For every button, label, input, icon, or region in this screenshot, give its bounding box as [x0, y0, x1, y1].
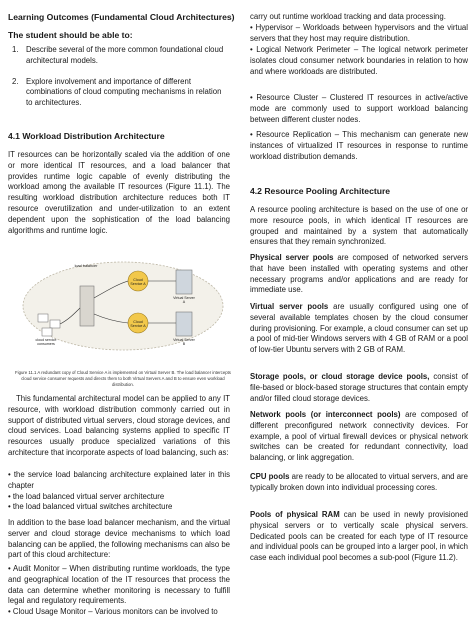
cpu-pools-term: CPU pools: [250, 472, 290, 481]
variation-item: • the load balanced virtual switches architecture: [8, 502, 173, 512]
figure-11-1-caption: Figure 11.1 A redundant copy of Cloud Service A is implemented on Virtual Server B. The load balancer intercepts cloud service consumer requests and directs them to both Virtual Servers A and B to ensure even workload distribution.: [15, 370, 231, 387]
virtual-server-a-shape: [176, 270, 192, 294]
storage-pools-term: Storage pools, or cloud storage device pools,: [250, 372, 430, 381]
workload-paragraph-1: IT resources can be horizontally scaled via the addition of one or more identical IT resources, and a load balancer that provides runtime logic capable of evenly distributing the workload among the available IT resources (Figure 11.1). The resulting workload distribution architecture reduces both IT resource overutilization and under-utilization to an extent dependent upon the sophistication of the load balancing algorithms and runtime logic.: [8, 150, 230, 235]
label-cloud-service-a-top: Cloud Service A: [130, 278, 146, 286]
consumer-2-shape: [50, 320, 60, 328]
physical-server-pools-term: Physical server pools: [250, 253, 334, 262]
label-load-balancer: load balancer: [74, 264, 98, 268]
workload-paragraph-3: In addition to the base load balancer mechanism, and the virtual server and cloud storage device mechanisms to which load balancing can be applied, the following mechanisms can also be part of this cloud architecture:: [8, 518, 230, 560]
physical-server-pools-text: are composed of networked servers that have been installed with operating systems and other necessary programs and/or applications and are ready for immediate use.: [250, 253, 468, 295]
network-pools-paragraph: [250, 410, 468, 464]
workload-distribution-diagram: [16, 250, 230, 368]
consumer-1-shape: [38, 314, 48, 322]
label-virtual-server-b: Virtual Server B: [173, 338, 195, 346]
label-consumers: cloud service consumers: [35, 338, 57, 346]
outcome-item: [8, 45, 230, 67]
outcome-item: [8, 77, 230, 109]
outcome-number: 2.: [12, 76, 19, 86]
variation-item: • the service load balancing architecture explained later in this chapter: [8, 470, 230, 490]
network-pools-text: are composed of different preconfigured network connectivity devices. For example, a pool of virtual firewall devices or physical network switches can be created for redundant connectivity, load balancing, or link aggregation.: [250, 410, 468, 463]
consumer-3-shape: [42, 328, 52, 336]
physical-server-pools-paragraph: [250, 253, 468, 296]
virtual-server-pools-term: Virtual server pools: [250, 302, 329, 311]
virtual-server-pools-paragraph: [250, 302, 468, 356]
outcome-text: Describe several of the more common foundational cloud architectural models.: [26, 45, 224, 65]
resource-replication-item: • Resource Replication – This mechanism can generate new instances of virtualized IT resources in response to runtime workload distribution demands.: [250, 130, 468, 161]
mechanism-item: • Audit Monitor – When distributing runtime workloads, the type and geographical location of the IT resources that process the data can determine whether monitoring is necessary to fulfill legal and regulatory requirements.: [8, 564, 230, 606]
outcome-text: Explore involvement and importance of different combinations of cloud computing mechanisms in relation to architectures.: [26, 76, 222, 108]
outcomes-list: [8, 45, 230, 109]
outcome-number: 1.: [12, 45, 19, 54]
network-pools-term: Network pools (or interconnect pools): [250, 410, 401, 419]
variations-list: [8, 470, 230, 513]
variation-item: • the load balanced virtual server architecture: [8, 491, 165, 501]
workload-paragraph-2: This fundamental architectural model can be applied to any IT resource, with workload distribution commonly carried out in support of distributed virtual servers, cloud storage devices, and cloud services. Load balancing systems applied to specific IT resources usually produce specialized variations of this architecture that incorporate aspects of load balancing, such as:: [8, 394, 230, 457]
ram-pools-term: Pools of physical RAM: [250, 510, 340, 519]
learning-outcomes-title: Learning Outcomes (Fundamental Cloud Architectures): [8, 12, 235, 22]
cpu-pools-text: are ready to be allocated to virtual servers, and are typically broken down into individual processing cores.: [250, 472, 468, 492]
label-cloud-service-a-bottom: Cloud Service A: [130, 320, 146, 328]
pooling-paragraph: A resource pooling architecture is based on the use of one or more resource pools, in which identical IT resources are grouped and maintained by a system that automatically ensures that they remain synchronized.: [250, 205, 468, 247]
load-balancer-shape: [80, 286, 94, 326]
mechanism-item: • Cloud Usage Monitor – Various monitors can be involved to: [8, 607, 218, 617]
continued-line: carry out runtime workload tracking and data processing.: [250, 12, 446, 21]
virtual-server-pools-text: are usually configured using one of several available templates chosen by the cloud consumer during provisioning. For example, a cloud consumer can set up a pool of mid-tier Windows servers with 4 GB of RAM or a pool of low-tier Ubuntu servers with 2 GB of RAM.: [250, 302, 468, 355]
resource-cluster-item: • Resource Cluster – Clustered IT resources in active/active mode are commonly used to support workload balancing between different cluster nodes.: [250, 93, 468, 124]
logical-network-perimeter-item: • Logical Network Perimeter – The logical network perimeter isolates cloud consumer network boundaries in relation to how and where workloads are distributed.: [250, 45, 468, 76]
cpu-pools-paragraph: [250, 472, 468, 494]
hypervisor-item: • Hypervisor – Workloads between hypervisors and the virtual servers that they host may require distribution.: [250, 23, 468, 43]
virtual-server-b-shape: [176, 312, 192, 336]
figure-11-1: [16, 250, 230, 370]
mechanisms-list: [8, 564, 230, 618]
cloud-boundary: [23, 262, 223, 350]
label-virtual-server-a: Virtual Server A: [173, 296, 195, 304]
ram-pools-text: can be used in newly provisioned physical servers or to vertically scale physical servers. Dedicated pools can be created for each type of IT resource and individual pools can be grouped into a larger pool, in which case each individual pool becomes a sub-pool (Figure 11.2).: [250, 510, 468, 563]
storage-pools-text: consist of file-based or block-based storage structures that contain empty and/or filled cloud storage devices.: [250, 372, 469, 403]
section-heading-4-2: 4.2 Resource Pooling Architecture: [250, 186, 391, 196]
ram-pools-paragraph: [250, 510, 468, 564]
intro-line: The student should be able to:: [8, 30, 133, 40]
storage-pools-paragraph: [250, 372, 468, 404]
section-heading-4-1: 4.1 Workload Distribution Architecture: [8, 131, 165, 141]
